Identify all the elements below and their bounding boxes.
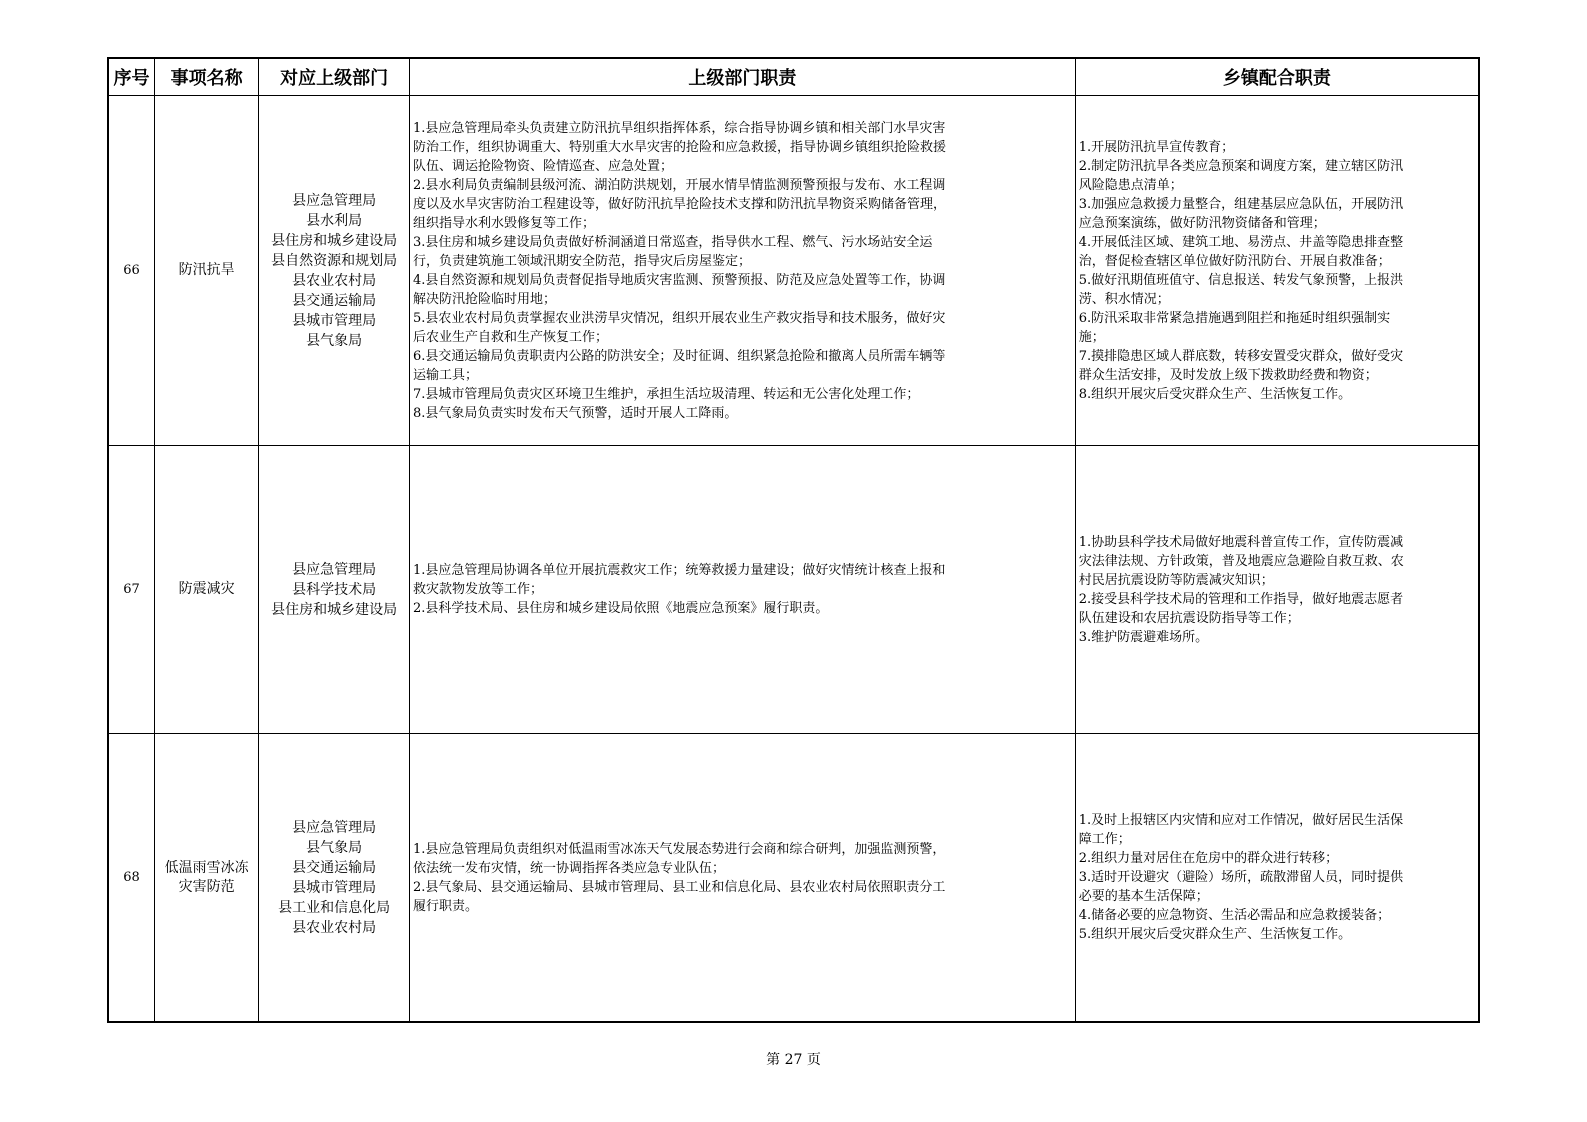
dept-cell bbox=[259, 734, 410, 1023]
text-line: 解决防汛抢险临时用地； bbox=[412, 291, 556, 307]
duty-table bbox=[107, 57, 1480, 1023]
text-line: 县住房和城乡建设局 bbox=[271, 601, 398, 618]
text-line: 3.县住房和城乡建设局负责做好桥洞涵道日常巡查，指导供水工程、燃气、污水场站安全运 bbox=[412, 234, 933, 250]
text-line: 1.县应急管理局牵头负责建立防汛抗旱组织指挥体系，综合指导协调乡镇和相关部门水旱灾害 bbox=[412, 120, 946, 136]
text-line: 县水利局 bbox=[306, 212, 363, 229]
text-line: 2.组织力量对居住在危房中的群众进行转移； bbox=[1078, 851, 1339, 866]
text-line: 依法统一发布灾情，统一协调指挥各类应急专业队伍； bbox=[412, 860, 725, 876]
text-line: 灾害防范 bbox=[178, 878, 235, 895]
table-row bbox=[108, 734, 1479, 1023]
text-line: 灾法律法规、方针政策，普及地震应急避险自救互救、农 bbox=[1078, 553, 1404, 569]
text-line: 县城市管理局 bbox=[292, 879, 377, 896]
text-line: 行，负责建筑施工领域汛期安全防范，指导灾后房屋鉴定； bbox=[412, 253, 751, 269]
header-name: 事项名称 bbox=[155, 58, 259, 96]
upper-duty-cell bbox=[409, 734, 1075, 1023]
text-line: 度以及水旱灾害防治工程建设等，做好防汛抗旱抢险技术支撑和防汛抗旱物资采购储备管理， bbox=[412, 196, 946, 212]
text-line: 县应急管理局 bbox=[292, 561, 377, 578]
text-line: 县农业农村局 bbox=[292, 919, 377, 936]
text-line: 7.摸排隐患区域人群底数，转移安置受灾群众，做好受灾 bbox=[1078, 348, 1404, 364]
text-line: 4.开展低洼区域、建筑工地、易涝点、井盖等隐患排查整 bbox=[1078, 234, 1404, 250]
header-town-duty: 乡镇配合职责 bbox=[1075, 58, 1479, 96]
text-line: 涝、积水情况； bbox=[1078, 291, 1170, 307]
text-line: 2.接受县科学技术局的管理和工作指导，做好地震志愿者 bbox=[1078, 591, 1404, 607]
text-line: 救灾款物发放等工作； bbox=[412, 582, 543, 597]
text-line: 施； bbox=[1078, 329, 1105, 345]
text-line: 障工作； bbox=[1078, 832, 1131, 847]
text-line: 县气象局 bbox=[306, 332, 363, 349]
text-line: 6.县交通运输局负责职责内公路的防洪安全；及时征调、组织紧急抢险和撤离人员所需车辆等 bbox=[412, 348, 946, 364]
text-line: 2.制定防汛抗旱各类应急预案和调度方案，建立辖区防汛 bbox=[1078, 158, 1404, 174]
text-line: 4.储备必要的应急物资、生活必需品和应急救援装备； bbox=[1078, 908, 1391, 923]
text-line: 运输工具； bbox=[412, 367, 478, 383]
text-line: 县气象局 bbox=[306, 839, 363, 856]
text-line: 1.县应急管理局负责组织对低温雨雪冰冻天气发展态势进行会商和综合研判，加强监测预警， bbox=[412, 841, 946, 857]
text-line: 村民居抗震设防等防震减灾知识； bbox=[1078, 572, 1274, 588]
header-upper-duty: 上级部门职责 bbox=[409, 58, 1075, 96]
text-line: 低温雨雪冰冻 bbox=[164, 859, 249, 876]
text-line: 履行职责。 bbox=[412, 898, 478, 914]
town-duty-cell bbox=[1075, 96, 1479, 446]
text-line: 6.防汛采取非常紧急措施遇到阻拦和拖延时组织强制实 bbox=[1078, 310, 1391, 326]
text-line: 防汛抗旱 bbox=[178, 262, 235, 278]
dept-cell bbox=[259, 96, 410, 446]
text-line: 3.维护防震避难场所。 bbox=[1078, 629, 1209, 645]
text-line: 县城市管理局 bbox=[292, 312, 377, 329]
text-line: 3.加强应急救援力量整合，组建基层应急队伍，开展防汛 bbox=[1078, 196, 1404, 212]
text-line: 2.县科学技术局、县住房和城乡建设局依照《地震应急预案》履行职责。 bbox=[412, 601, 829, 616]
text-line: 8.县气象局负责实时发布天气预警，适时开展人工降雨。 bbox=[412, 405, 738, 421]
text-line: 1.县应急管理局协调各单位开展抗震救灾工作；统筹救援力量建设；做好灾情统计核查上报和 bbox=[412, 563, 946, 578]
header-dept: 对应上级部门 bbox=[259, 58, 410, 96]
text-line: 5.县农业农村局负责掌握农业洪涝旱灾情况，组织开展农业生产救灾指导和技术服务，做好灾 bbox=[412, 310, 946, 326]
seq-cell: 66 bbox=[108, 96, 155, 446]
text-line: 县农业农村局 bbox=[292, 272, 377, 289]
table-row bbox=[108, 446, 1479, 734]
text-line: 必要的基本生活保障； bbox=[1078, 889, 1209, 904]
text-line: 县应急管理局 bbox=[292, 192, 377, 209]
text-line: 应急预案演练，做好防汛物资储备和管理； bbox=[1078, 215, 1326, 231]
text-line: 防震减灾 bbox=[178, 581, 235, 597]
text-line: 队伍建设和农居抗震设防指导等工作； bbox=[1078, 610, 1300, 626]
text-line: 风险隐患点清单； bbox=[1078, 177, 1183, 193]
text-line: 8.组织开展灾后受灾群众生产、生活恢复工作。 bbox=[1078, 386, 1352, 402]
header-seq: 序号 bbox=[108, 58, 155, 96]
text-line: 县自然资源和规划局 bbox=[271, 252, 398, 269]
text-line: 县应急管理局 bbox=[292, 819, 377, 836]
town-duty-cell bbox=[1075, 734, 1479, 1023]
page-number: 第 27 页 bbox=[766, 1052, 821, 1068]
text-line: 1.协助县科学技术局做好地震科普宣传工作，宣传防震减 bbox=[1078, 534, 1404, 550]
text-line: 县住房和城乡建设局 bbox=[271, 232, 398, 249]
text-line: 县交通运输局 bbox=[292, 859, 377, 876]
seq-cell: 68 bbox=[108, 734, 155, 1023]
text-line: 2.县气象局、县交通运输局、县城市管理局、县工业和信息化局、县农业农村局依照职责分工 bbox=[412, 879, 946, 895]
text-line: 5.组织开展灾后受灾群众生产、生活恢复工作。 bbox=[1078, 927, 1352, 942]
text-line: 后农业生产自救和生产恢复工作； bbox=[412, 329, 608, 345]
upper-duty-cell bbox=[409, 446, 1075, 734]
text-line: 2.县水利局负责编制县级河流、湖泊防洪规划，开展水情旱情监测预警预报与发布、水工程调 bbox=[412, 177, 946, 193]
text-line: 群众生活安排，及时发放上级下拨救助经费和物资； bbox=[1078, 367, 1378, 383]
text-line: 防治工作，组织协调重大、特别重大水旱灾害的抢险和应急救援，指导协调乡镇组织抢险救援 bbox=[412, 139, 946, 155]
table-row bbox=[108, 96, 1479, 446]
dept-cell bbox=[259, 446, 410, 734]
text-line: 5.做好汛期值班值守、信息报送、转发气象预警，上报洪 bbox=[1078, 272, 1404, 288]
text-line: 治，督促检查辖区单位做好防汛防台、开展自救准备； bbox=[1078, 253, 1391, 269]
text-line: 县交通运输局 bbox=[292, 292, 377, 309]
item-name-cell bbox=[155, 446, 259, 734]
text-line: 7.县城市管理局负责灾区环境卫生维护，承担生活垃圾清理、转运和无公害化处理工作； bbox=[412, 386, 920, 402]
text-line: 县科学技术局 bbox=[292, 581, 377, 598]
text-line: 组织指导水利水毁修复等工作； bbox=[412, 215, 595, 231]
item-name-cell bbox=[155, 734, 259, 1023]
text-line: 队伍、调运抢险物资、险情巡查、应急处置； bbox=[412, 158, 673, 174]
town-duty-cell bbox=[1075, 446, 1479, 734]
text-line: 县工业和信息化局 bbox=[278, 899, 391, 916]
text-line: 1.及时上报辖区内灾情和应对工作情况，做好居民生活保 bbox=[1078, 813, 1404, 828]
seq-cell: 67 bbox=[108, 446, 155, 734]
header-row bbox=[108, 58, 1479, 96]
text-line: 1.开展防汛抗旱宣传教育； bbox=[1078, 139, 1235, 155]
text-line: 4.县自然资源和规划局负责督促指导地质灾害监测、预警预报、防范及应急处置等工作，协调 bbox=[412, 272, 946, 288]
text-line: 3.适时开设避灾（避险）场所，疏散滞留人员，同时提供 bbox=[1078, 870, 1404, 885]
upper-duty-cell bbox=[409, 96, 1075, 446]
item-name-cell bbox=[155, 96, 259, 446]
